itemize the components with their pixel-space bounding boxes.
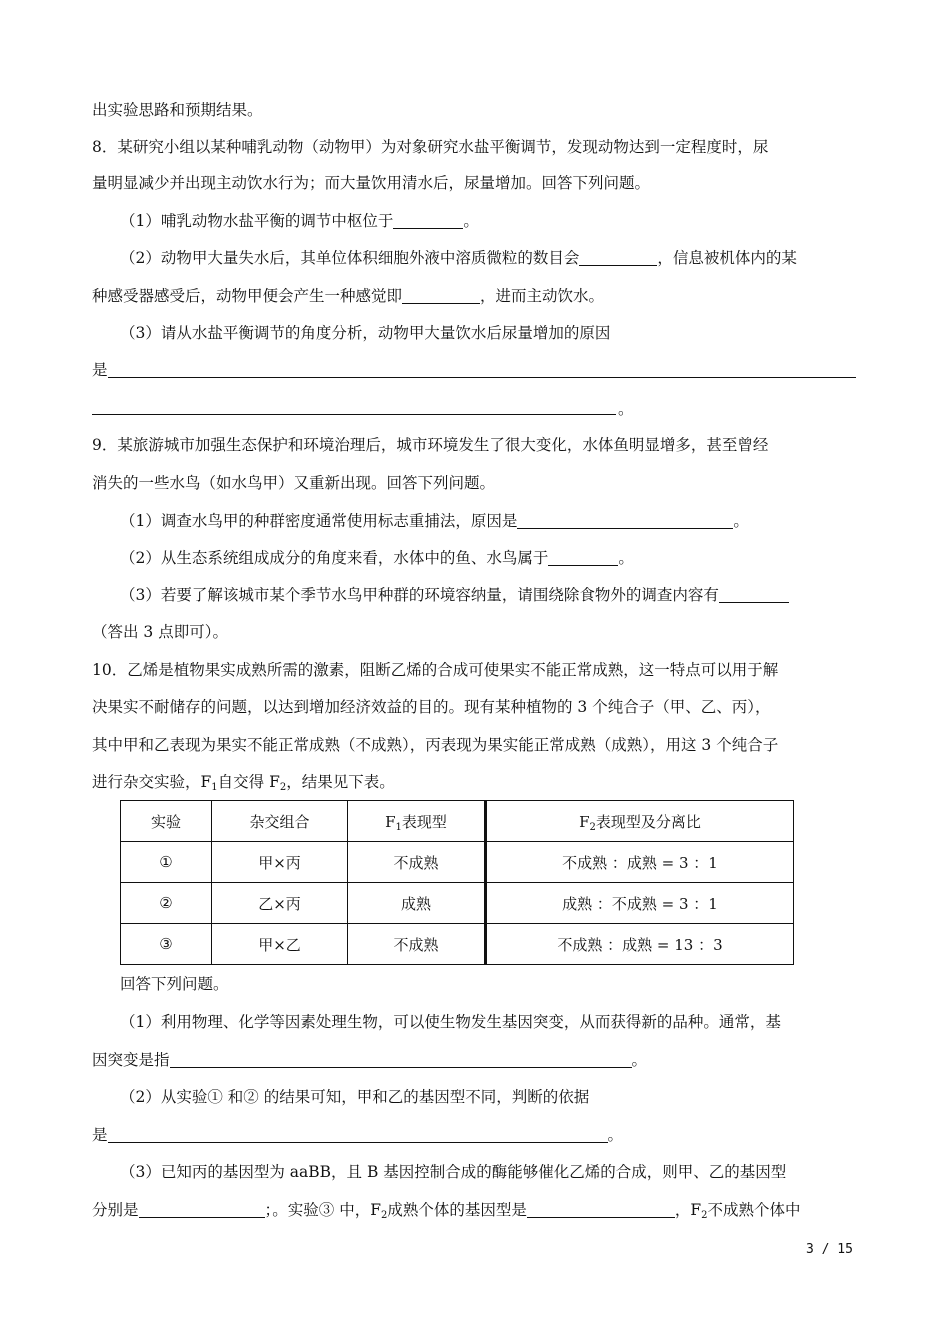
q8-part2-text: （2）动物甲大量失水后，其单位体积细胞外液中溶质微粒的数目会 bbox=[120, 249, 580, 267]
q8-part2-text3: 种感受器感受后，动物甲便会产生一种感觉即 bbox=[92, 287, 403, 305]
header-experiment: 实验 bbox=[121, 801, 212, 842]
text: 成熟个体的基因型是 bbox=[387, 1201, 527, 1219]
question-9-stem-cont: 消失的一些水鸟（如水鸟甲）又重新出现。回答下列问题。 bbox=[92, 474, 496, 492]
q10-part3: （3）已知丙的基因型为 aaBB，且 B 基因控制合成的酶能够催化乙烯的合成，则甲、乙的基因型 bbox=[120, 1163, 787, 1181]
answer-blank[interactable] bbox=[527, 1201, 675, 1218]
q9-part1-text: （1）调查水鸟甲的种群密度通常使用标志重捕法，原因是 bbox=[120, 512, 518, 530]
cell-f1: 不成熟 bbox=[348, 924, 486, 965]
subscript: 2 bbox=[701, 1210, 708, 1221]
q8-part2-cont bbox=[92, 285, 604, 307]
text: ；。实验③ 中，F bbox=[264, 1201, 381, 1219]
table-row bbox=[121, 842, 794, 883]
answer-blank[interactable] bbox=[393, 212, 463, 229]
q9-part2-text: （2）从生态系统组成成分的角度来看，水体中的鱼、水鸟属于 bbox=[120, 549, 549, 567]
cell-f2: 不成熟 ：成熟 = 3 ：1 bbox=[486, 842, 794, 883]
table-header-row bbox=[121, 801, 794, 842]
q10-part1-text: 因突变是指 bbox=[92, 1051, 170, 1069]
answer-blank[interactable] bbox=[402, 287, 480, 304]
question-10-stem-cont3 bbox=[92, 771, 395, 793]
cell-f1: 成熟 bbox=[348, 883, 486, 924]
question-9-stem: 9．某旅游城市加强生态保护和环境治理后，城市环境发生了很大变化，水体鱼明显增多，甚至曾经 bbox=[92, 436, 769, 454]
q10-part3-cont bbox=[92, 1199, 801, 1221]
q8-part3-is: 是 bbox=[92, 361, 108, 379]
subscript: 2 bbox=[279, 782, 287, 793]
experiment-table bbox=[120, 800, 794, 965]
subscript: 2 bbox=[380, 1210, 388, 1221]
q10-part2: （2）从实验① 和② 的结果可知，甲和乙的基因型不同，判断的依据 bbox=[120, 1088, 590, 1106]
q8-part3-end: 。 bbox=[618, 400, 634, 418]
q9-part1-end: 。 bbox=[733, 512, 749, 530]
q8-part2-text2: ，信息被机体内的某 bbox=[657, 249, 797, 267]
cell-experiment: ① bbox=[121, 842, 212, 883]
q9-part1 bbox=[120, 510, 749, 532]
answer-blank[interactable] bbox=[170, 1051, 632, 1068]
header-f2: $F_2$表现型及分离比 bbox=[486, 801, 794, 842]
q8-part2 bbox=[120, 247, 797, 269]
cell-cross: 甲×乙 bbox=[212, 924, 348, 965]
subscript: 1 bbox=[211, 782, 218, 793]
cell-cross: 甲×丙 bbox=[212, 842, 348, 883]
q10-part1: （1）利用物理、化学等因素处理生物，可以使生物发生基因突变，从而获得新的品种。通常，基 bbox=[120, 1013, 781, 1031]
answer-line[interactable] bbox=[92, 414, 616, 415]
question-8-stem: 8．某研究小组以某种哺乳动物（动物甲）为对象研究水盐平衡调节，发现动物达到一定程度时，尿 bbox=[92, 138, 769, 156]
text: ，F bbox=[674, 1201, 702, 1219]
q8-part1-text: （1）哺乳动物水盐平衡的调节中枢位于 bbox=[120, 212, 394, 230]
question-10-stem-cont2: 其中甲和乙表现为果实不能正常成熟（不成熟），丙表现为果实能正常成熟（成熟），用这 3 个纯合子 bbox=[92, 736, 779, 754]
answer-blank[interactable] bbox=[139, 1201, 265, 1218]
table-row bbox=[121, 883, 794, 924]
question-8-stem-cont: 量明显减少并出现主动饮水行为；而大量饮用清水后，尿量增加。回答下列问题。 bbox=[92, 174, 651, 192]
question-10-stem-cont: 决果实不耐储存的问题，以达到增加经济效益的目的。现有某种植物的 3 个纯合子（甲、乙、丙）， bbox=[92, 698, 771, 716]
cell-f2: 不成熟 ：成熟 = 13 ：3 bbox=[486, 924, 794, 965]
cell-cross: 乙×丙 bbox=[212, 883, 348, 924]
q10-part2-text: 是 bbox=[92, 1126, 108, 1144]
q8-part3: （3）请从水盐平衡调节的角度分析，动物甲大量饮水后尿量增加的原因 bbox=[120, 324, 611, 342]
q10-part1-cont bbox=[92, 1049, 647, 1071]
q9-part2-end: 。 bbox=[618, 549, 634, 567]
page-number: 3 / 15 bbox=[806, 1242, 853, 1257]
q9-part3 bbox=[120, 584, 789, 606]
text: 不成熟个体中 bbox=[707, 1201, 801, 1219]
cell-f1: 不成熟 bbox=[348, 842, 486, 883]
text-line: 出实验思路和预期结果。 bbox=[92, 101, 263, 119]
answer-line[interactable] bbox=[108, 377, 856, 378]
cell-f2: 成熟 ：不成熟 = 3 ：1 bbox=[486, 883, 794, 924]
q8-part1 bbox=[120, 210, 479, 232]
header-cross: 杂交组合 bbox=[212, 801, 348, 842]
text: 进行杂交实验，F bbox=[92, 773, 212, 791]
table-row bbox=[121, 924, 794, 965]
answer-blank[interactable] bbox=[579, 249, 657, 266]
answer-blank[interactable] bbox=[108, 1126, 608, 1143]
q9-part2 bbox=[120, 547, 634, 569]
cell-experiment: ③ bbox=[121, 924, 212, 965]
answer-prompt: 回答下列问题。 bbox=[120, 975, 229, 993]
question-10-stem: 10．乙烯是植物果实成熟所需的激素，阻断乙烯的合成可使果实不能正常成熟，这一特点可以用于解 bbox=[92, 661, 779, 679]
q8-part2-text4: ，进而主动饮水。 bbox=[480, 287, 605, 305]
header-f1: $F_1$表现型 bbox=[348, 801, 486, 842]
text: ，结果见下表。 bbox=[286, 773, 395, 791]
answer-blank[interactable] bbox=[517, 512, 733, 529]
text: 自交得 F bbox=[217, 773, 280, 791]
q10-part2-cont bbox=[92, 1124, 623, 1146]
answer-blank[interactable] bbox=[719, 586, 789, 603]
cell-experiment: ② bbox=[121, 883, 212, 924]
text: 分别是 bbox=[92, 1201, 139, 1219]
q9-part3-cont: （答出 3 点即可）。 bbox=[92, 623, 228, 641]
q10-part2-end: 。 bbox=[607, 1126, 624, 1144]
q9-part3-text: （3）若要了解该城市某个季节水鸟甲种群的环境容纳量，请围绕除食物外的调查内容有 bbox=[120, 586, 719, 604]
q10-part1-end: 。 bbox=[631, 1051, 648, 1069]
answer-blank[interactable] bbox=[548, 549, 618, 566]
q8-part1-end: 。 bbox=[463, 212, 479, 230]
